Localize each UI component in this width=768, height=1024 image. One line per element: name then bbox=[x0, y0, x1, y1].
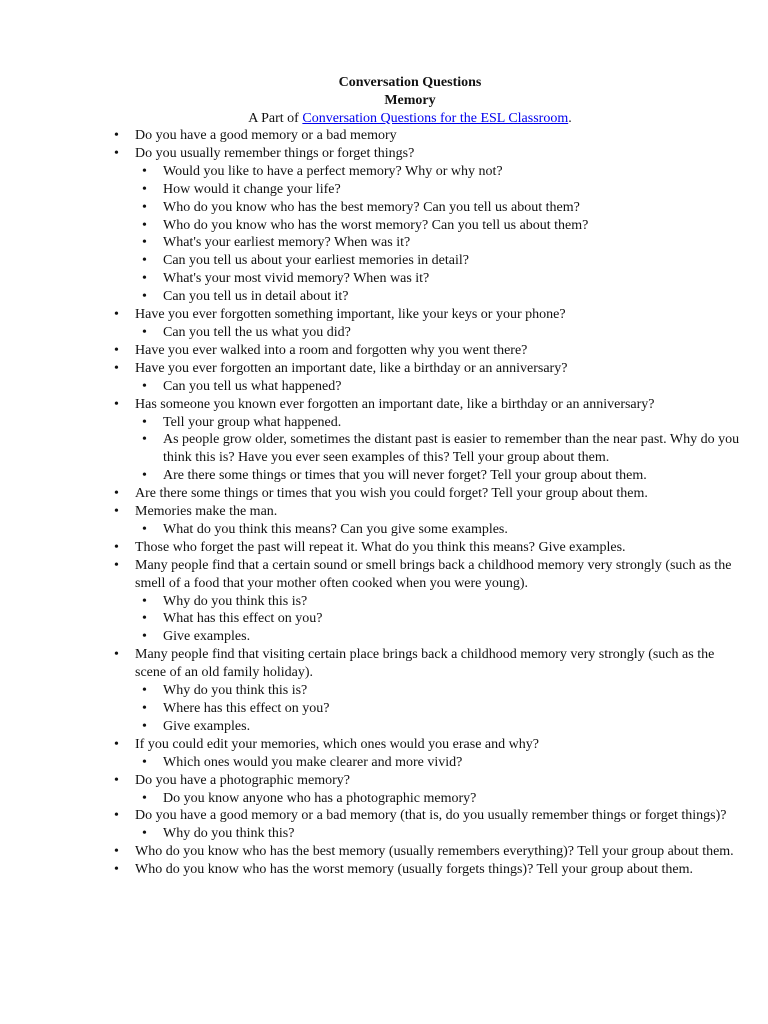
question-text: Have you ever walked into a room and forgotten why you went there? bbox=[135, 342, 528, 358]
document-title: Conversation Questions bbox=[338, 75, 482, 90]
source-suffix: . bbox=[568, 110, 572, 126]
sub-question-item: • Where has this effect on you? bbox=[135, 700, 740, 718]
question-item bbox=[0, 539, 740, 557]
sub-question-item: • What do you think this means? Can you give some examples. bbox=[135, 521, 740, 539]
sub-question-item: • Do you know anyone who has a photographic memory? bbox=[135, 790, 740, 808]
question-item bbox=[0, 772, 740, 808]
sub-question-item: • What has this effect on you? bbox=[135, 610, 740, 628]
sub-question-item: • How would it change your life? bbox=[135, 181, 740, 199]
question-text: Those who forget the past will repeat it. What do you think this means? Give examples. bbox=[135, 539, 626, 555]
sub-question-list bbox=[135, 378, 740, 396]
question-item bbox=[0, 145, 740, 306]
question-item bbox=[0, 736, 740, 772]
question-text: Do you have a photographic memory? bbox=[135, 772, 350, 788]
question-text: Do you have a good memory or a bad memory bbox=[135, 128, 397, 143]
question-item bbox=[0, 503, 740, 539]
sub-question-item: • Why do you think this is? bbox=[135, 593, 740, 611]
source-prefix: A Part of bbox=[248, 110, 303, 126]
sub-question-list bbox=[135, 521, 740, 539]
question-list bbox=[0, 127, 740, 879]
question-text: Are there some things or times that you wish you could forget? Tell your group about them. bbox=[135, 486, 648, 502]
sub-question-item: • Who do you know who has the best memory? Can you tell us about them? bbox=[135, 199, 740, 217]
sub-question-item: • As people grow older, sometimes the distant past is easier to remember than the near past. Why do you think this is? Have you ever seen examples of this? Tell your group about them. bbox=[135, 431, 740, 467]
source-line bbox=[0, 110, 768, 128]
question-item bbox=[0, 342, 740, 360]
sub-question-list bbox=[135, 163, 740, 306]
question-item bbox=[0, 360, 740, 396]
sub-question-list bbox=[135, 324, 740, 342]
question-item bbox=[0, 557, 740, 647]
question-item bbox=[0, 127, 740, 145]
question-text: Who do you know who has the worst memory (usually forgets things)? Tell your group about them. bbox=[135, 862, 694, 878]
question-text: Who do you know who has the best memory (usually remembers everything)? Tell your group about them. bbox=[135, 844, 734, 860]
question-item bbox=[0, 861, 740, 879]
sub-question-item: • What's your earliest memory? When was it? bbox=[135, 234, 740, 252]
sub-question-item: • Which ones would you make clearer and more vivid? bbox=[135, 754, 740, 772]
sub-question-list bbox=[135, 593, 740, 647]
question-text: Have you ever forgotten something important, like your keys or your phone? bbox=[135, 307, 566, 323]
document-header bbox=[0, 74, 768, 128]
question-text: Many people find that visiting certain place brings back a childhood memory very strongly (such as the scene of an old family holiday). bbox=[135, 647, 715, 681]
question-item bbox=[0, 485, 740, 503]
question-item bbox=[0, 807, 740, 843]
sub-question-item: • Why do you think this? bbox=[135, 825, 740, 843]
sub-question-item: • Who do you know who has the worst memory? Can you tell us about them? bbox=[135, 217, 740, 235]
sub-question-list bbox=[135, 754, 740, 772]
question-text: Many people find that a certain sound or smell brings back a childhood memory very strongly (such as the smell of a food that your mother often cooked when you were young). bbox=[135, 557, 732, 591]
document-subtitle: Memory bbox=[384, 92, 436, 108]
question-text: Memories make the man. bbox=[135, 504, 278, 520]
sub-question-item: • Give examples. bbox=[135, 628, 740, 646]
sub-question-item: • Can you tell us about your earliest memories in detail? bbox=[135, 252, 740, 270]
sub-question-item: • Can you tell the us what you did? bbox=[135, 324, 740, 342]
question-item bbox=[0, 396, 740, 486]
question-text: Have you ever forgotten an important date, like a birthday or an anniversary? bbox=[135, 360, 568, 376]
sub-question-list bbox=[135, 682, 740, 736]
sub-question-item: • Can you tell us what happened? bbox=[135, 378, 740, 396]
question-text: Do you usually remember things or forget things? bbox=[135, 145, 415, 161]
sub-question-list bbox=[135, 414, 740, 486]
esl-classroom-link[interactable]: Conversation Questions for the ESL Classroom bbox=[302, 110, 569, 126]
sub-question-item: • Tell your group what happened. bbox=[135, 414, 740, 432]
question-item bbox=[0, 646, 740, 736]
question-text: Do you have a good memory or a bad memory (that is, do you usually remember things or forget things)? bbox=[135, 808, 727, 824]
question-text: If you could edit your memories, which ones would you erase and why? bbox=[135, 736, 539, 752]
sub-question-item: • Why do you think this is? bbox=[135, 682, 740, 700]
sub-question-item: • Can you tell us in detail about it? bbox=[135, 288, 740, 306]
sub-question-item: • Would you like to have a perfect memory? Why or why not? bbox=[135, 163, 740, 181]
question-item bbox=[0, 306, 740, 342]
sub-question-item: • Give examples. bbox=[135, 718, 740, 736]
sub-question-list bbox=[135, 790, 740, 808]
question-text: Has someone you known ever forgotten an important date, like a birthday or an anniversary? bbox=[135, 396, 655, 412]
sub-question-item: • What's your most vivid memory? When was it? bbox=[135, 270, 740, 288]
sub-question-list bbox=[135, 825, 740, 843]
sub-question-item: • Are there some things or times that you will never forget? Tell your group about them. bbox=[135, 467, 740, 485]
question-item bbox=[0, 843, 740, 861]
